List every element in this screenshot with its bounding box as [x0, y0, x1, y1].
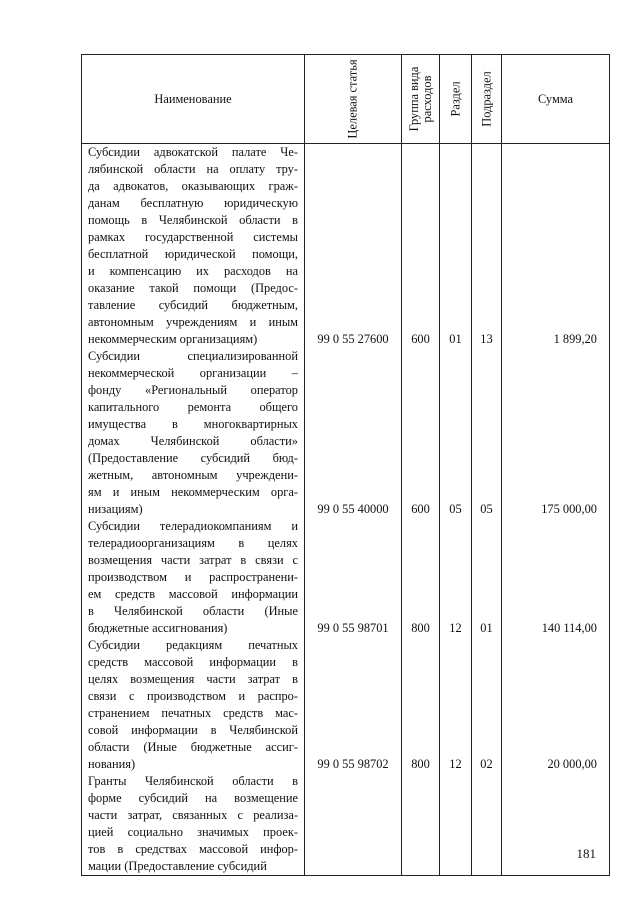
header-expense-group — [402, 55, 440, 144]
header-name: Наименование — [82, 55, 305, 144]
row-target-article: 99 0 55 40000 — [305, 348, 402, 518]
row-name-line: низациям) — [88, 502, 143, 516]
row-target-article: 99 0 55 98702 — [305, 637, 402, 773]
header-subsection-text: Подраздел — [479, 71, 493, 127]
row-name-cell — [82, 348, 305, 518]
row-name-cell — [82, 773, 305, 876]
header-subsection — [472, 55, 502, 144]
row-subsection: 01 — [472, 518, 502, 637]
row-name-cell — [82, 518, 305, 637]
row-name-line: имущества в многоквартирных — [88, 417, 298, 431]
row-name-line: Субсидии телерадиокомпаниям и — [88, 519, 298, 533]
header-target-article-text: Целевая статья — [345, 59, 360, 139]
row-name-line: мации (Предоставление субсидий — [88, 859, 267, 873]
row-name-line: части затрат, связанных с реализа- — [88, 808, 298, 822]
row-subsection: 02 — [472, 637, 502, 773]
row-name-line: ем средств массовой информации — [88, 587, 298, 601]
row-sum: 175 000,00 — [502, 348, 610, 518]
row-sum: 1 899,20 — [502, 144, 610, 349]
row-name-line: фонду «Региональный оператор — [88, 383, 298, 397]
row-name-line: бесплатной юридической помощи, — [88, 247, 298, 261]
row-section — [440, 773, 472, 876]
header-section — [440, 55, 472, 144]
row-section: 05 — [440, 348, 472, 518]
row-name-line: Субсидии редакциям печатных — [88, 638, 298, 652]
row-name-line: производством и распространени- — [88, 570, 298, 584]
row-target-article — [305, 773, 402, 876]
row-name-line: форме субсидий на возмещение — [88, 791, 298, 805]
header-target-article — [305, 55, 402, 144]
row-sum: 140 114,00 — [502, 518, 610, 637]
row-expense-group: 600 — [402, 348, 440, 518]
row-name-line: целях возмещения части затрат в — [88, 672, 298, 686]
row-name-line: некоммерческой организации – — [88, 366, 298, 380]
header-section-text: Раздел — [448, 81, 462, 117]
header-sum: Сумма — [502, 55, 610, 144]
row-name-line: Субсидии специализированной — [88, 349, 298, 363]
row-name-line: средств массовой информации в — [88, 655, 298, 669]
row-name-line: цией социально значимых проек- — [88, 825, 298, 839]
row-name-cell — [82, 637, 305, 773]
table-row — [82, 637, 610, 773]
row-name-line: тавление субсидий бюджетным, — [88, 298, 298, 312]
row-name-line: домах Челябинской области» — [88, 434, 298, 448]
page-number: 181 — [576, 846, 596, 861]
table-header-row — [82, 55, 610, 144]
row-name-line: бюджетные ассигнования) — [88, 621, 228, 635]
row-name-line: ям и иным некоммерческим орга- — [88, 485, 298, 499]
row-section: 01 — [440, 144, 472, 349]
table-row — [82, 348, 610, 518]
row-name-line: да адвокатов, оказывающих граж- — [88, 179, 298, 193]
row-subsection: 05 — [472, 348, 502, 518]
row-section: 12 — [440, 518, 472, 637]
row-name-line: возмещения части затрат в связи с — [88, 553, 298, 567]
row-section: 12 — [440, 637, 472, 773]
row-target-article: 99 0 55 98701 — [305, 518, 402, 637]
row-name-line: автономным учреждениям и иным — [88, 315, 298, 329]
row-name-line: капитального ремонта общего — [88, 400, 298, 414]
row-name-line: в Челябинской области (Иные — [88, 604, 298, 618]
budget-table — [81, 54, 610, 876]
row-name-line: и компенсацию их расходов на — [88, 264, 298, 278]
row-name-line: рамках государственной системы — [88, 230, 298, 244]
row-name-line: (Предоставление субсидий бюд- — [88, 451, 298, 465]
table-row — [82, 773, 610, 876]
row-name-line: жетным, автономным учреждени- — [88, 468, 298, 482]
row-name-line: тов в средствах массовой инфор- — [88, 842, 298, 856]
row-subsection: 13 — [472, 144, 502, 349]
row-name-line: связи с производством и распро- — [88, 689, 298, 703]
row-name-line: лябинской области на оплату тру- — [88, 162, 298, 176]
row-expense-group: 600 — [402, 144, 440, 349]
row-name-cell — [82, 144, 305, 349]
row-name-line: области (Иные бюджетные ассиг- — [88, 740, 298, 754]
row-name-line: Субсидии адвокатской палате Че- — [88, 145, 298, 159]
row-subsection — [472, 773, 502, 876]
row-name-line: помощь в Челябинской области в — [88, 213, 298, 227]
row-name-line: нования) — [88, 757, 136, 771]
table-row — [82, 518, 610, 637]
row-name-line: телерадиоорганизациям в целях — [88, 536, 298, 550]
row-expense-group: 800 — [402, 518, 440, 637]
row-name-line: данам бесплатную юридическую — [88, 196, 298, 210]
row-name-line: Гранты Челябинской области в — [88, 774, 298, 788]
row-name-line: оказание такой помощи (Предос- — [88, 281, 298, 295]
row-sum: 20 000,00 — [502, 637, 610, 773]
row-name-line: некоммерческим организациям) — [88, 332, 258, 346]
row-expense-group: 800 — [402, 637, 440, 773]
table-row — [82, 144, 610, 349]
row-expense-group — [402, 773, 440, 876]
row-target-article: 99 0 55 27600 — [305, 144, 402, 349]
header-expense-group-text: Группа вида расходов — [406, 66, 434, 132]
row-name-line: странением печатных средств мас- — [88, 706, 298, 720]
row-name-line: совой информации в Челябинской — [88, 723, 298, 737]
